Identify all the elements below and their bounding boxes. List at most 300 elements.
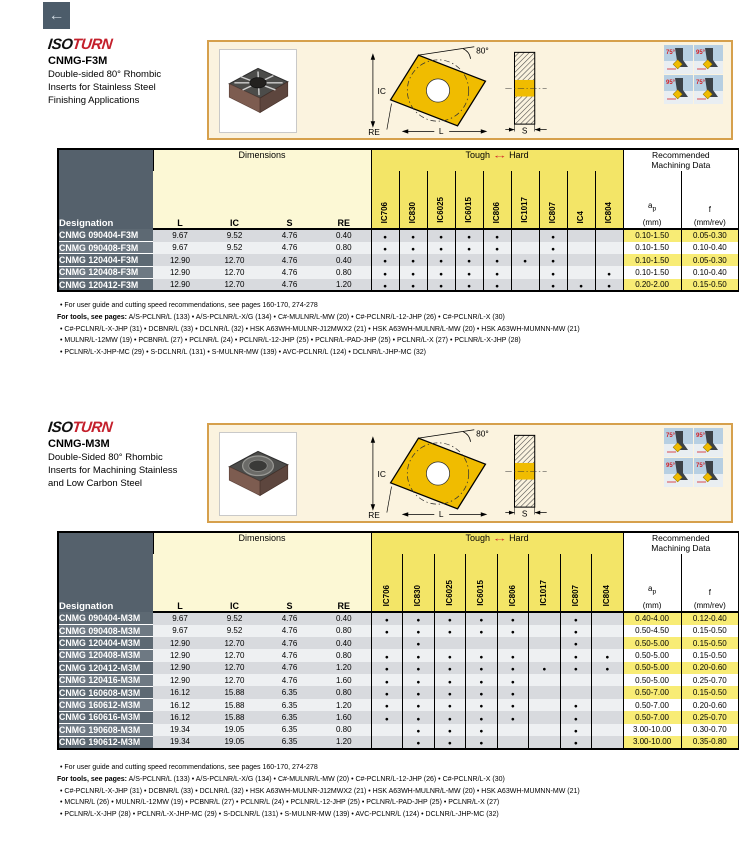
grade-availability-cell	[434, 625, 466, 637]
designation-header: Designation	[58, 532, 153, 612]
grade-availability-cell	[595, 242, 623, 254]
grade-availability-cell	[427, 279, 455, 292]
bullet-icon: ●	[447, 666, 452, 674]
grade-availability-cell	[434, 686, 466, 698]
grade-availability-cell	[371, 662, 403, 674]
dimension-value: 9.52	[207, 625, 262, 637]
insert-side-view-drawing	[505, 45, 547, 137]
dimension-value: 12.70	[207, 266, 262, 278]
grade-availability-cell	[592, 612, 624, 625]
bullet-icon: ●	[510, 678, 515, 686]
f-value: 0.25-0.70	[681, 711, 739, 723]
grade-availability-cell	[403, 662, 435, 674]
grade-availability-cell	[403, 649, 435, 661]
f-value: 0.10-0.40	[681, 242, 739, 254]
footnote-line: • MULNR/L-12MW (19) • PCBNR/L (27) • PCLNR/L (24) • PCLNR/L-12-JHP (25) • PCLNR/L-PAD-JHP (25) • PCLNR/L-X (27) • PCLNR/L-X-JHP (28)	[60, 337, 521, 345]
dimension-value: 9.67	[153, 229, 207, 242]
grade-availability-cell	[427, 229, 455, 242]
s-dimension-label: S	[521, 509, 528, 519]
grade-availability-cell	[371, 612, 403, 625]
back-arrow-icon: ←	[48, 6, 65, 24]
bullet-icon: ●	[573, 666, 578, 674]
grade-availability-cell	[567, 266, 595, 278]
ap-value: 0.10-1.50	[623, 229, 681, 242]
s-dimension-label: S	[521, 126, 528, 136]
dimension-value: 12.70	[207, 279, 262, 292]
svg-text:95°: 95°	[696, 433, 706, 439]
designation-cell: CNMG 090404-F3M	[58, 229, 153, 242]
bullet-icon: ●	[551, 258, 555, 266]
dimension-value: 0.80	[317, 625, 371, 637]
grade-column-header: IC1017	[511, 171, 539, 229]
dimension-value: 12.90	[153, 662, 207, 674]
grade-availability-cell	[529, 674, 561, 686]
svg-text:75°: 75°	[696, 463, 706, 469]
grade-availability-cell	[399, 279, 427, 292]
insert-spec-table	[57, 148, 739, 292]
section-cnmg-f3m	[0, 0, 739, 383]
bullet-icon: ●	[573, 703, 578, 711]
dimension-value: 0.80	[317, 266, 371, 278]
bullet-icon: ●	[447, 715, 452, 723]
dimension-value: 4.76	[262, 662, 317, 674]
grade-availability-cell	[560, 649, 592, 661]
f-value: 0.05-0.30	[681, 254, 739, 266]
dim-col-L: L	[153, 171, 207, 229]
bullet-icon: ●	[384, 690, 389, 698]
dim-col-S: S	[262, 171, 317, 229]
grade-availability-cell	[529, 625, 561, 637]
grade-availability-cell	[529, 686, 561, 698]
grade-availability-cell	[560, 724, 592, 736]
grade-availability-cell	[399, 254, 427, 266]
logo-iso: ISO	[47, 419, 74, 436]
f-value: 0.15-0.50	[681, 625, 739, 637]
bullet-icon: ●	[439, 245, 443, 253]
dimension-value: 4.76	[262, 612, 317, 625]
bullet-icon: ●	[416, 628, 421, 636]
grade-availability-cell	[511, 266, 539, 278]
toolholder-thumbnails	[664, 45, 724, 105]
insert-row	[58, 229, 739, 242]
dimension-value: 4.76	[262, 674, 317, 686]
footnote-line: • C#-PCLNR/L-X-JHP (31) • DCBNR/L (33) • DCLNR/L (32) • HSK A63WH-MULNR-J12MWX2 (21) • HSK A63WH-MULNR/L-MW (20) • HSK A63WH-MUMNN-MW (21)	[60, 325, 580, 333]
designation-cell: CNMG 090408-F3M	[58, 242, 153, 254]
dimension-value: 1.20	[317, 662, 371, 674]
ap-value: 0.50-5.00	[623, 649, 681, 661]
grade-availability-cell	[455, 279, 483, 292]
grade-availability-cell	[434, 724, 466, 736]
dimension-value: 6.35	[262, 699, 317, 711]
insert-image-panel	[207, 40, 733, 140]
bullet-icon: ●	[416, 653, 421, 661]
footnote-line: • PCLNR/L-X-JHP-MC (29) • S-DCLNR/L (131) • S-MULNR-MW (139) • AVC-PCLNR/L (124) • DCLNR/L-JHP-MC (32)	[60, 349, 426, 357]
grade-availability-cell	[434, 649, 466, 661]
dim-col-RE: RE	[317, 171, 371, 229]
grade-availability-cell	[371, 266, 399, 278]
grade-availability-cell	[592, 711, 624, 723]
bullet-icon: ●	[605, 666, 610, 674]
grade-availability-cell	[497, 699, 529, 711]
grade-column-header: IC806	[497, 554, 529, 612]
bullet-icon: ●	[384, 617, 389, 624]
dimension-value: 9.52	[207, 242, 262, 254]
insert-top-view-drawing	[365, 44, 498, 137]
machining-data-header: Recommended Machining Data	[623, 149, 739, 171]
svg-text:95°: 95°	[666, 463, 676, 469]
dimension-value: 0.40	[317, 637, 371, 649]
toolholder-thumbnail	[664, 75, 693, 104]
bullet-icon: ●	[523, 258, 527, 266]
grade-availability-cell	[466, 724, 498, 736]
grade-availability-cell	[560, 674, 592, 686]
grade-availability-cell	[595, 229, 623, 242]
bullet-icon: ●	[383, 234, 387, 241]
bullet-icon: ●	[411, 258, 415, 266]
insert-row	[58, 266, 739, 278]
dimension-value: 12.70	[207, 649, 262, 661]
bullet-icon: ●	[573, 728, 578, 736]
dimension-value: 9.67	[153, 242, 207, 254]
grade-availability-cell	[511, 279, 539, 292]
bullet-icon: ●	[439, 234, 443, 241]
footnote-line: • C#-PCLNR/L-X-JHP (31) • DCBNR/L (33) • DCLNR/L (32) • HSK A63WH-MULNR-J12MWX2 (21) • HSK A63WH-MULNR/L-MW (20) • HSK A63WH-MUMNN-MW (21)	[60, 787, 580, 795]
grade-availability-cell	[371, 699, 403, 711]
isoturn-logo	[47, 419, 113, 436]
bullet-icon: ●	[573, 715, 578, 723]
grade-availability-cell	[403, 699, 435, 711]
grade-availability-cell	[529, 711, 561, 723]
grade-availability-cell	[371, 637, 403, 649]
grade-availability-cell	[371, 229, 399, 242]
insert-row	[58, 736, 739, 749]
grade-availability-cell	[497, 637, 529, 649]
designation-cell: CNMG 090408-M3M	[58, 625, 153, 637]
grade-availability-cell	[483, 279, 511, 292]
grade-column-header: IC806	[483, 171, 511, 229]
grade-availability-cell	[399, 266, 427, 278]
dimension-value: 12.90	[153, 674, 207, 686]
insert-row	[58, 686, 739, 698]
bullet-icon: ●	[573, 641, 578, 649]
grade-availability-cell	[560, 637, 592, 649]
footnote-tools: For tools, see pages: A/S-PCLNR/L (133) • A/S-PCLNR/L-X/G (134) • C#-MULNR/L-MW (20) • C#-PCLNR/L-12-JHP (26) • C#-PCLNR/L-X (30)	[57, 775, 505, 783]
designation-cell: CNMG 190608-M3M	[58, 724, 153, 736]
ap-value: 3.00-10.00	[623, 724, 681, 736]
ic-dimension-label: IC	[377, 469, 386, 480]
toolholder-thumbnails	[664, 428, 724, 488]
grade-availability-cell	[595, 266, 623, 278]
grade-column-header: IC6025	[434, 554, 466, 612]
designation-cell: CNMG 120412-F3M	[58, 279, 153, 292]
grade-availability-cell	[434, 612, 466, 625]
bullet-icon: ●	[551, 282, 555, 290]
bullet-icon: ●	[411, 234, 415, 241]
bullet-icon: ●	[495, 270, 499, 278]
insert-row	[58, 699, 739, 711]
bullet-icon: ●	[479, 715, 484, 723]
ap-header: $a_p$ (mm)	[623, 171, 681, 229]
f-value: 0.12-0.40	[681, 612, 739, 625]
tough-hard-header: Tough ↔ Hard	[371, 532, 623, 554]
bullet-icon: ●	[383, 245, 387, 253]
ap-header: $a_p$ (mm)	[623, 554, 681, 612]
grade-availability-cell	[567, 242, 595, 254]
grade-column-header: IC804	[592, 554, 624, 612]
grade-availability-cell	[371, 625, 403, 637]
footnote-line: • MCLNR/L (26) • MULNR/L-12MW (19) • PCBNR/L (27) • PCLNR/L (24) • PCLNR/L-12-JHP (25) • PCLNR/L-PAD-JHP (25) • PCLNR/L-X (27)	[60, 799, 500, 807]
bullet-icon: ●	[510, 653, 515, 661]
dimension-value: 1.60	[317, 711, 371, 723]
toolholder-thumbnail	[694, 428, 723, 457]
grade-column-header: IC706	[371, 554, 403, 612]
designation-cell: CNMG 090404-M3M	[58, 612, 153, 625]
grade-availability-cell	[466, 686, 498, 698]
insert-photo	[219, 49, 297, 133]
f-value: 0.20-0.60	[681, 699, 739, 711]
bullet-icon: ●	[416, 617, 421, 624]
dim-col-S: S	[262, 554, 317, 612]
toolholder-thumbnail	[694, 75, 723, 104]
designation-header: Designation	[58, 149, 153, 229]
length-dimension-label: L	[438, 509, 444, 520]
grade-availability-cell	[592, 625, 624, 637]
tough-hard-header: Tough ↔ Hard	[371, 149, 623, 171]
dimensions-header: Dimensions	[153, 149, 371, 171]
dimension-value: 12.70	[207, 637, 262, 649]
insert-row	[58, 674, 739, 686]
grade-availability-cell	[403, 625, 435, 637]
bullet-icon: ●	[551, 245, 555, 253]
grade-availability-cell	[529, 637, 561, 649]
bullet-icon: ●	[384, 666, 389, 674]
grade-availability-cell	[371, 279, 399, 292]
grade-availability-cell	[483, 229, 511, 242]
length-dimension-label: L	[438, 126, 444, 137]
bullet-icon: ●	[573, 653, 578, 661]
footnote-tools: For tools, see pages: A/S-PCLNR/L (133) • A/S-PCLNR/L-X/G (134) • C#-MULNR/L-MW (20) • C#-PCLNR/L-12-JHP (26) • C#-PCLNR/L-X (30)	[57, 313, 505, 321]
dimension-value: 6.35	[262, 736, 317, 749]
ap-value: 0.10-1.50	[623, 242, 681, 254]
tough-hard-arrow-icon: ↔	[491, 150, 508, 160]
dim-col-L: L	[153, 554, 207, 612]
grade-availability-cell	[560, 711, 592, 723]
grade-availability-cell	[403, 736, 435, 749]
grade-availability-cell	[434, 637, 466, 649]
f-value: 0.35-0.80	[681, 736, 739, 749]
grade-availability-cell	[592, 674, 624, 686]
insert-row	[58, 649, 739, 661]
dimension-value: 12.90	[153, 279, 207, 292]
section-cnmg-m3m	[0, 383, 739, 852]
grade-availability-cell	[483, 242, 511, 254]
f-value: 0.25-0.70	[681, 674, 739, 686]
grade-availability-cell	[403, 686, 435, 698]
svg-text:95°: 95°	[696, 50, 706, 56]
dimension-value: 19.05	[207, 736, 262, 749]
grade-availability-cell	[560, 686, 592, 698]
dimensions-header: Dimensions	[153, 532, 371, 554]
grade-availability-cell	[560, 625, 592, 637]
grade-availability-cell	[434, 674, 466, 686]
grade-availability-cell	[497, 724, 529, 736]
dimension-value: 6.35	[262, 724, 317, 736]
grade-availability-cell	[511, 242, 539, 254]
insert-top-view-drawing	[365, 427, 498, 520]
f-value: 0.05-0.30	[681, 229, 739, 242]
f-value: 0.30-0.70	[681, 724, 739, 736]
bullet-icon: ●	[416, 728, 421, 736]
bullet-icon: ●	[510, 715, 515, 723]
grade-availability-cell	[434, 662, 466, 674]
grade-availability-cell	[567, 229, 595, 242]
dimension-value: 12.90	[153, 254, 207, 266]
grade-availability-cell	[371, 649, 403, 661]
grade-availability-cell	[483, 254, 511, 266]
bullet-icon: ●	[439, 282, 443, 290]
grade-availability-cell	[567, 254, 595, 266]
grade-availability-cell	[466, 736, 498, 749]
grade-availability-cell	[371, 242, 399, 254]
dimension-value: 4.76	[262, 279, 317, 292]
dim-col-IC: IC	[207, 171, 262, 229]
grade-availability-cell	[497, 625, 529, 637]
grade-column-header: IC804	[595, 171, 623, 229]
svg-text:75°: 75°	[666, 50, 676, 56]
grade-availability-cell	[529, 612, 561, 625]
insert-row	[58, 662, 739, 674]
product-description: Double-Sided 80° Rhombic Inserts for Machining Stainless and Low Carbon Steel	[48, 452, 178, 489]
insert-side-view-drawing	[505, 428, 547, 520]
grade-availability-cell	[560, 612, 592, 625]
grade-availability-cell	[497, 736, 529, 749]
footnote-line: • PCLNR/L-X-JHP (28) • PCLNR/L-X-JHP-MC (29) • S-DCLNR/L (131) • S-MULNR-MW (139) • AVC-PCLNR/L (124) • DCLNR/L-JHP-MC (32)	[60, 811, 499, 819]
dimension-value: 1.20	[317, 699, 371, 711]
bullet-icon: ●	[411, 282, 415, 290]
bullet-icon: ●	[384, 703, 389, 711]
ap-value: 0.10-1.50	[623, 266, 681, 278]
bullet-icon: ●	[573, 628, 578, 636]
ap-value: 0.50-4.50	[623, 625, 681, 637]
bullet-icon: ●	[479, 740, 484, 748]
dimension-value: 16.12	[153, 711, 207, 723]
dimension-value: 12.90	[153, 637, 207, 649]
designation-cell: CNMG 120412-M3M	[58, 662, 153, 674]
dimension-value: 6.35	[262, 711, 317, 723]
grade-availability-cell	[595, 279, 623, 292]
grade-availability-cell	[371, 724, 403, 736]
ap-value: 0.40-4.00	[623, 612, 681, 625]
ap-value: 0.50-7.00	[623, 699, 681, 711]
svg-text:75°: 75°	[666, 433, 676, 439]
footnotes	[57, 300, 735, 359]
svg-text:75°: 75°	[696, 80, 706, 86]
grade-availability-cell	[560, 662, 592, 674]
designation-cell: CNMG 160616-M3M	[58, 711, 153, 723]
dim-col-IC: IC	[207, 554, 262, 612]
insert-row	[58, 625, 739, 637]
ap-value: 0.50-7.00	[623, 711, 681, 723]
bullet-icon: ●	[479, 628, 484, 636]
grade-availability-cell	[595, 254, 623, 266]
bullet-icon: ●	[495, 258, 499, 266]
f-value: 0.15-0.50	[681, 279, 739, 292]
grade-availability-cell	[592, 736, 624, 749]
grade-availability-cell	[592, 686, 624, 698]
designation-cell: CNMG 120404-F3M	[58, 254, 153, 266]
bullet-icon: ●	[479, 678, 484, 686]
dimension-value: 9.67	[153, 625, 207, 637]
dimension-value: 4.76	[262, 254, 317, 266]
bullet-icon: ●	[447, 678, 452, 686]
bullet-icon: ●	[411, 270, 415, 278]
bullet-icon: ●	[495, 282, 499, 290]
re-dimension-label: RE	[368, 510, 380, 520]
designation-cell: CNMG 120408-M3M	[58, 649, 153, 661]
bullet-icon: ●	[551, 270, 555, 278]
dimension-value: 9.52	[207, 612, 262, 625]
f-header: f (mm/rev)	[681, 554, 739, 612]
dimension-value: 4.76	[262, 266, 317, 278]
bullet-icon: ●	[495, 245, 499, 253]
isoturn-logo	[47, 36, 113, 53]
dimension-value: 0.80	[317, 724, 371, 736]
footnote-guide: • For user guide and cutting speed recommendations, see pages 160-170, 274-278	[60, 302, 318, 309]
dimension-value: 4.76	[262, 242, 317, 254]
bullet-icon: ●	[467, 234, 471, 241]
grade-availability-cell	[539, 242, 567, 254]
bullet-icon: ●	[447, 628, 452, 636]
insert-row	[58, 242, 739, 254]
bullet-icon: ●	[416, 666, 421, 674]
bullet-icon: ●	[416, 740, 421, 748]
grade-column-header: IC706	[371, 171, 399, 229]
grade-availability-cell	[434, 736, 466, 749]
re-dimension-label: RE	[368, 127, 380, 137]
machining-data-header: Recommended Machining Data	[623, 532, 739, 554]
logo-iso: ISO	[47, 36, 74, 53]
grade-availability-cell	[497, 662, 529, 674]
grade-availability-cell	[497, 674, 529, 686]
bullet-icon: ●	[467, 245, 471, 253]
dimension-value: 12.70	[207, 674, 262, 686]
bullet-icon: ●	[510, 703, 515, 711]
bullet-icon: ●	[479, 653, 484, 661]
grade-availability-cell	[529, 724, 561, 736]
designation-cell: CNMG 120404-M3M	[58, 637, 153, 649]
dimension-value: 4.76	[262, 229, 317, 242]
toolholder-thumbnail	[694, 45, 723, 74]
designation-cell: CNMG 120408-F3M	[58, 266, 153, 278]
dimension-value: 0.80	[317, 649, 371, 661]
bullet-icon: ●	[447, 703, 452, 711]
angle-label: 80°	[476, 45, 489, 56]
bullet-icon: ●	[510, 628, 515, 636]
grade-availability-cell	[434, 711, 466, 723]
grade-availability-cell	[371, 674, 403, 686]
grade-availability-cell	[560, 736, 592, 749]
bullet-icon: ●	[467, 282, 471, 290]
bullet-icon: ●	[551, 234, 555, 241]
bullet-icon: ●	[607, 282, 612, 290]
grade-availability-cell	[466, 649, 498, 661]
grade-column-header: IC807	[539, 171, 567, 229]
grade-column-header: IC830	[399, 171, 427, 229]
bullet-icon: ●	[383, 258, 387, 266]
product-title: CNMG-M3M	[48, 438, 110, 450]
bullet-icon: ●	[467, 258, 471, 266]
bullet-icon: ●	[605, 653, 610, 661]
